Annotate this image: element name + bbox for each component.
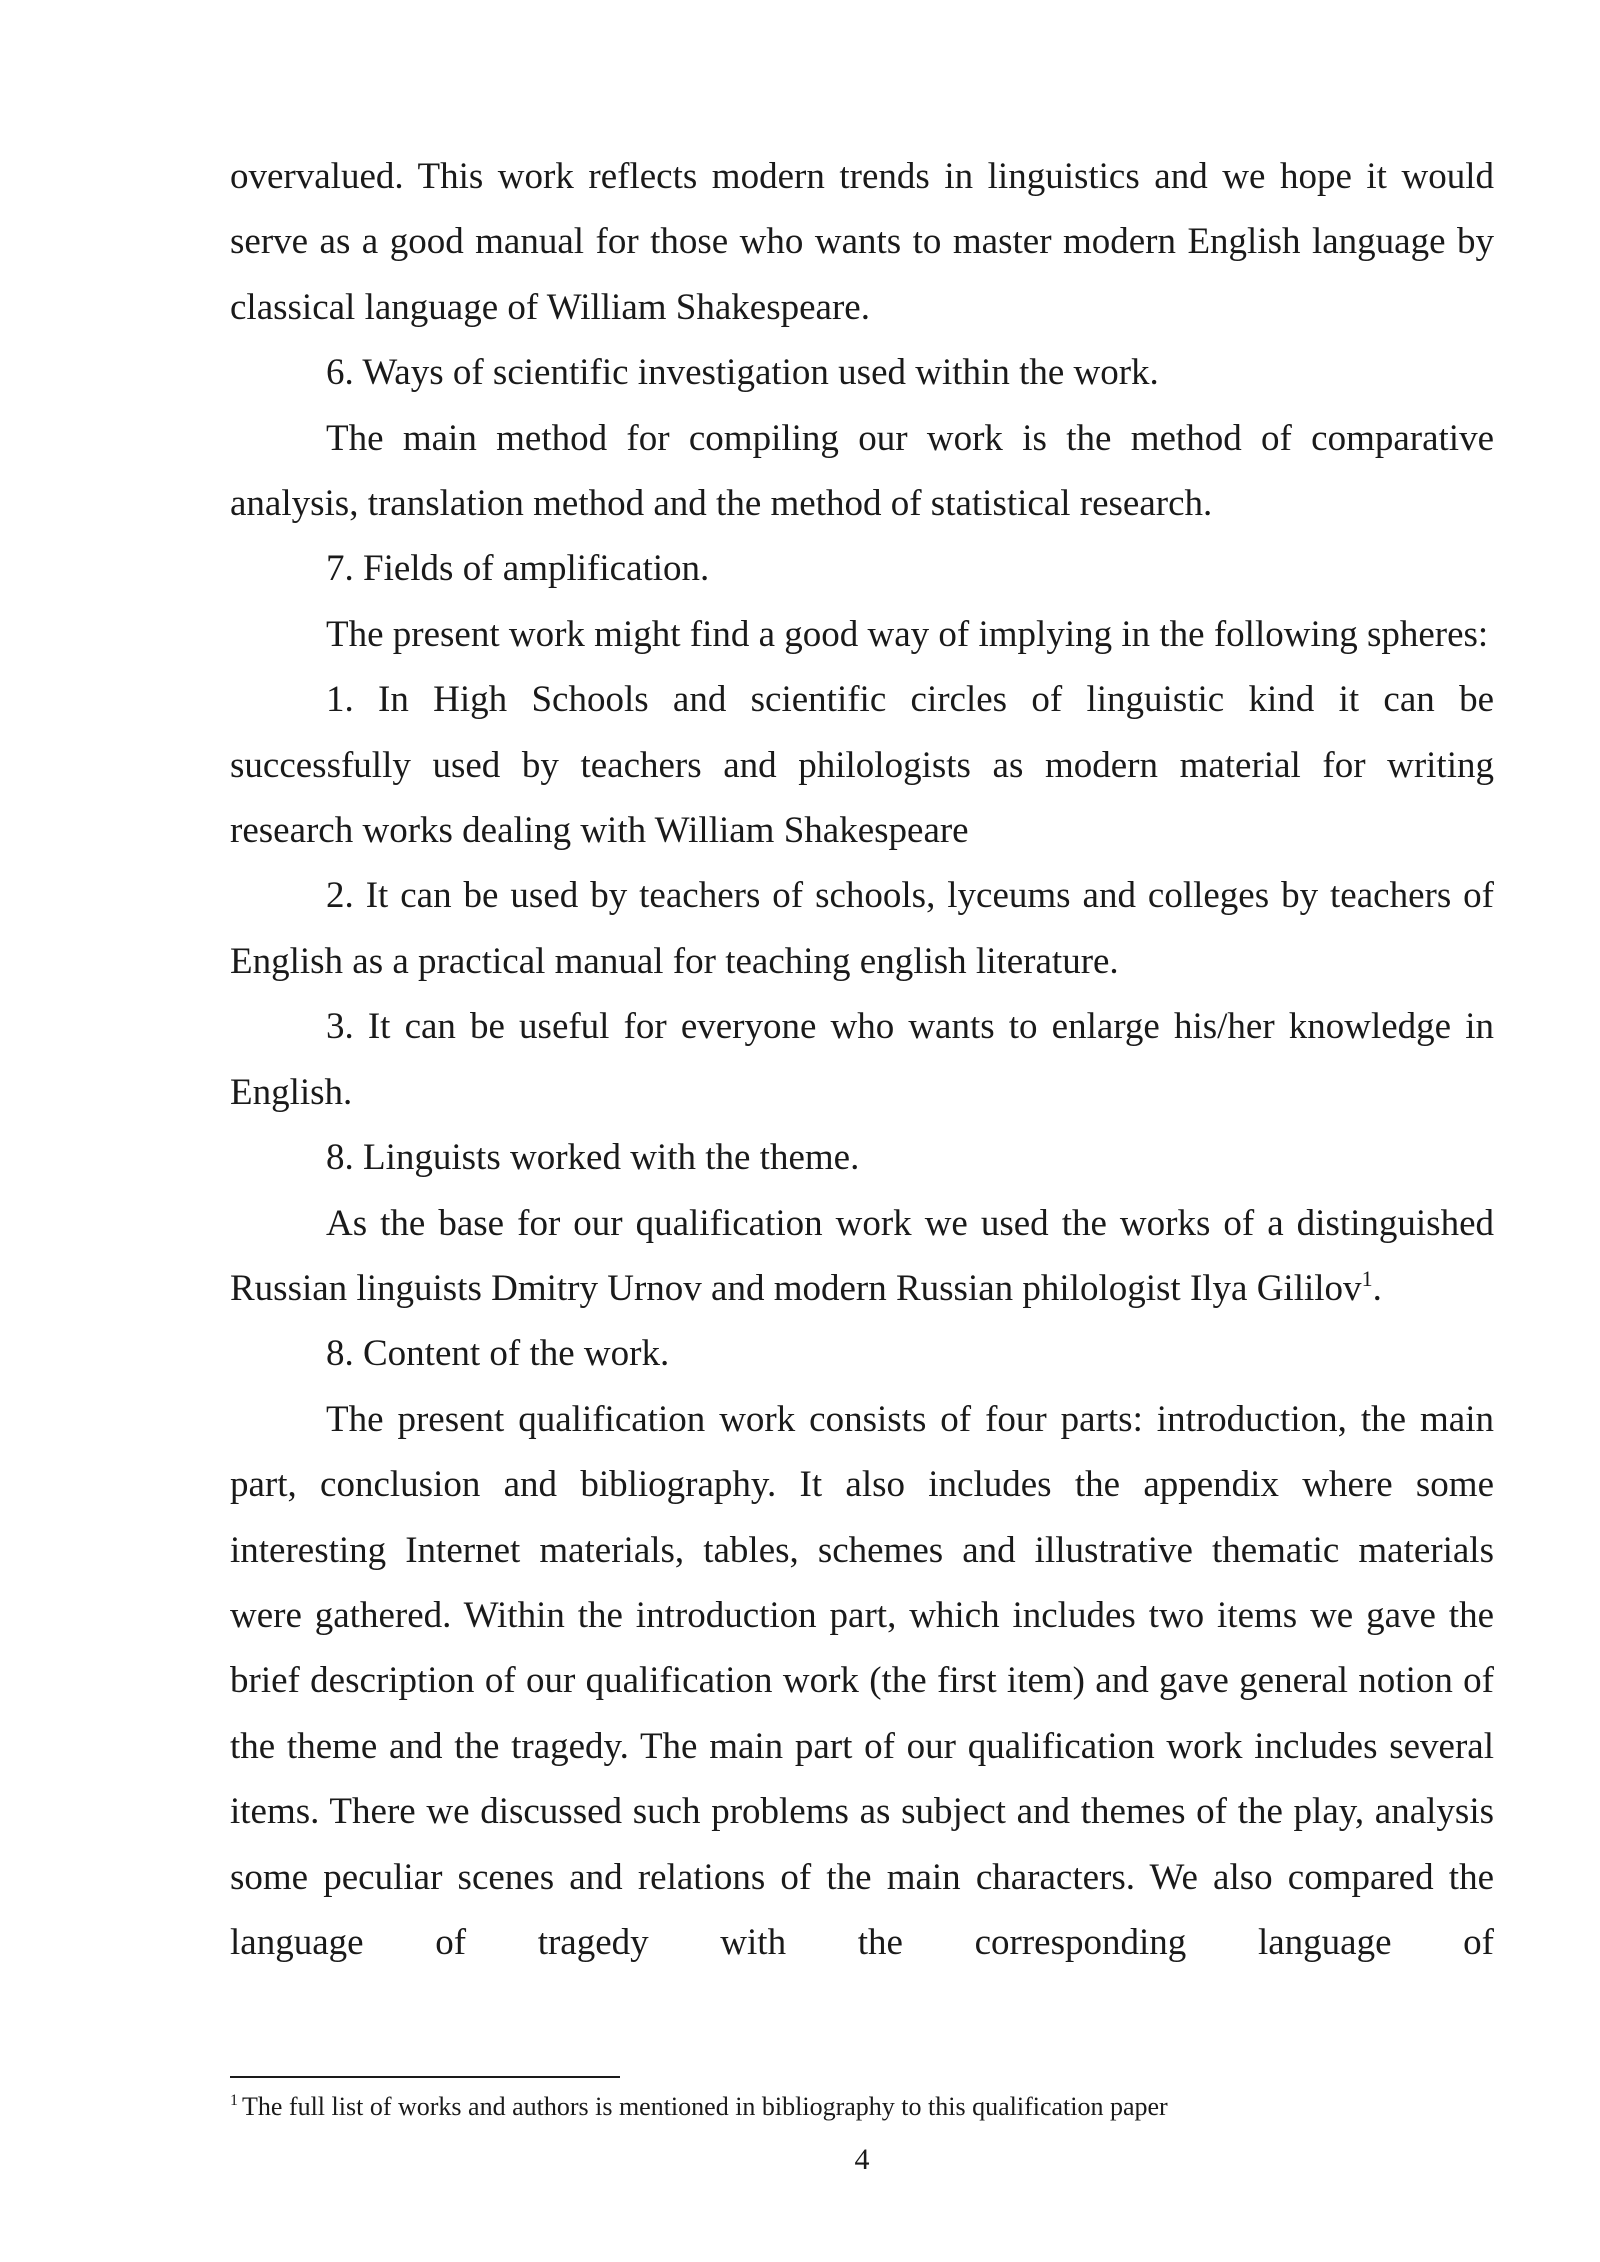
paragraph-end-punctuation: . (1372, 1267, 1382, 1309)
body-text (230, 144, 1494, 1975)
paragraph: overvalued. This work reflects modern trends in linguistics and we hope it would serve as a good manual for those who wants to master modern English language by classical language of William Shakespeare. (230, 156, 1494, 328)
paragraph: The main method for compiling our work is the method of comparative analysis, translation method and the method of statistical research. (230, 417, 1494, 525)
footnote-reference[interactable]: 1 (1361, 1265, 1373, 1291)
list-item-2: 2. It can be used by teachers of schools, lyceums and colleges by teachers of English as a practical manual for teaching english literature. (230, 875, 1494, 982)
section-heading-6: 6. Ways of scientific investigation used within the work. (326, 352, 1159, 394)
section-heading-7: 7. Fields of amplification. (326, 548, 710, 590)
footnote-marker: 1 (230, 2092, 238, 2109)
paragraph-with-footnote (230, 1191, 1494, 1322)
footnote (230, 2090, 1494, 2124)
list-item-3: 3. It can be useful for everyone who wants to enlarge his/her knowledge in English. (230, 1006, 1494, 1113)
paragraph-text: As the base for our qualification work we used the works of a distinguished Russian linguists Dmitry Urnov and modern Russian philologist Ilya Gililov (230, 1202, 1494, 1309)
section-heading-8-content: 8. Content of the work. (326, 1333, 670, 1375)
footnote-separator (230, 2076, 620, 2078)
list-item-1: 1. In High Schools and scientific circles of linguistic kind it can be successfully used by teachers and philologists as modern material for writing research works dealing with William Shakespeare (230, 679, 1494, 852)
section-heading-8-linguists: 8. Linguists worked with the theme. (326, 1137, 860, 1179)
paragraph: The present work might find a good way of implying in the following spheres: (326, 613, 1489, 655)
page-number: 4 (854, 2143, 870, 2176)
paragraph: The present qualification work consists of four parts: introduction, the main part, conclusion and bibliography. It also includes the appendix where some interesting Internet materials, tables, schemes and illustrative thematic materials were gathered. Within the introduction part, which includes two items we gave the brief description of our qualification work (the first item) and gave general notion of the theme and the tragedy. The main part of our qualification work includes several items. There we discussed such problems as subject and themes of the play, analysis some peculiar scenes and relations of the main characters. We also compared the language of tragedy with the corresponding language of (230, 1398, 1494, 1963)
footnote-text: The full list of works and authors is mentioned in bibliography to this qualification paper (242, 2092, 1168, 2121)
